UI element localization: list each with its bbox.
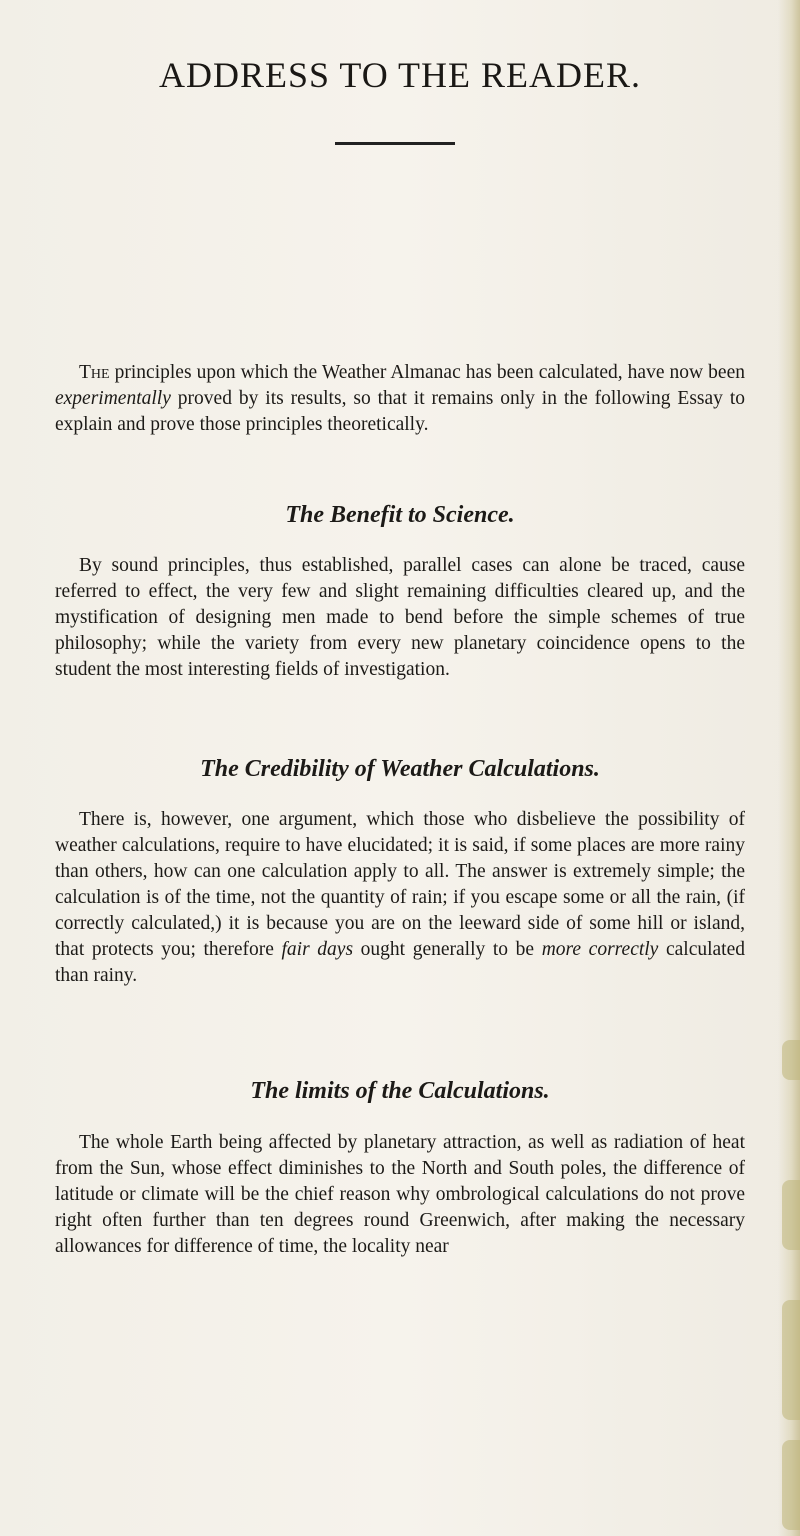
intro-rest: proved by its results, so that it remains only in the following Essay to explain and prove those principles theoretically.: [55, 388, 745, 435]
credibility-text-b: ought generally to be: [353, 939, 542, 960]
page-title: ADDRESS TO THE READER.: [158, 55, 642, 95]
intro-text: principles upon which the Weather Almanac has been calculated, have now been: [109, 362, 745, 383]
intro-paragraph: [55, 360, 745, 438]
foxing-stain: [782, 1180, 800, 1250]
title-rule: [335, 142, 455, 145]
foxing-stain: [782, 1300, 800, 1420]
section-body-credibility: [55, 807, 745, 989]
section-heading-credibility: The Credibility of Weather Calculations.: [200, 756, 600, 782]
credibility-text-c: calculated than rainy.: [55, 939, 745, 986]
foxing-stain: [782, 1040, 800, 1080]
intro-lead-word: The: [79, 362, 110, 383]
section-body-benefit: By sound principles, thus established, parallel cases can alone be traced, cause referred to effect, the very few and slight remaining difficulties cleared up, and the mystification of designing men made to bend before the simple schemes of true philosophy; while the variety from every new planetary coincidence opens to the student the most interesting fields of investigation.: [55, 555, 745, 680]
credibility-emphasis-a: fair days: [281, 939, 354, 960]
section-body-limits: The whole Earth being affected by planetary attraction, as well as radiation of heat from the Sun, whose effect diminishes to the North and South poles, the difference of latitude or climate will be the chief reason why ombrological calculations do not prove right often further than ten degrees round Greenwich, after making the necessary allowances for difference of time, the locality near: [55, 1132, 745, 1257]
foxing-stain: [782, 1440, 800, 1530]
credibility-emphasis-b: more correctly: [541, 939, 659, 960]
credibility-text-a: There is, however, one argument, which those who disbelieve the possibility of weather calculations, require to have elucidated; it is said, if some places are more rainy than others, how can one calculation apply to all. The answer is extremely simple; the calculation is of the time, not the quantity of rain; if you escape some or all the rain, (if correctly calculated,) it is because you are on the leeward side of some hill or island, that protects you; therefore: [55, 809, 745, 960]
section-heading-limits: The limits of the Calculations.: [250, 1078, 550, 1104]
section-heading-benefit: The Benefit to Science.: [285, 502, 515, 528]
intro-emphasis: experimentally: [55, 388, 171, 409]
